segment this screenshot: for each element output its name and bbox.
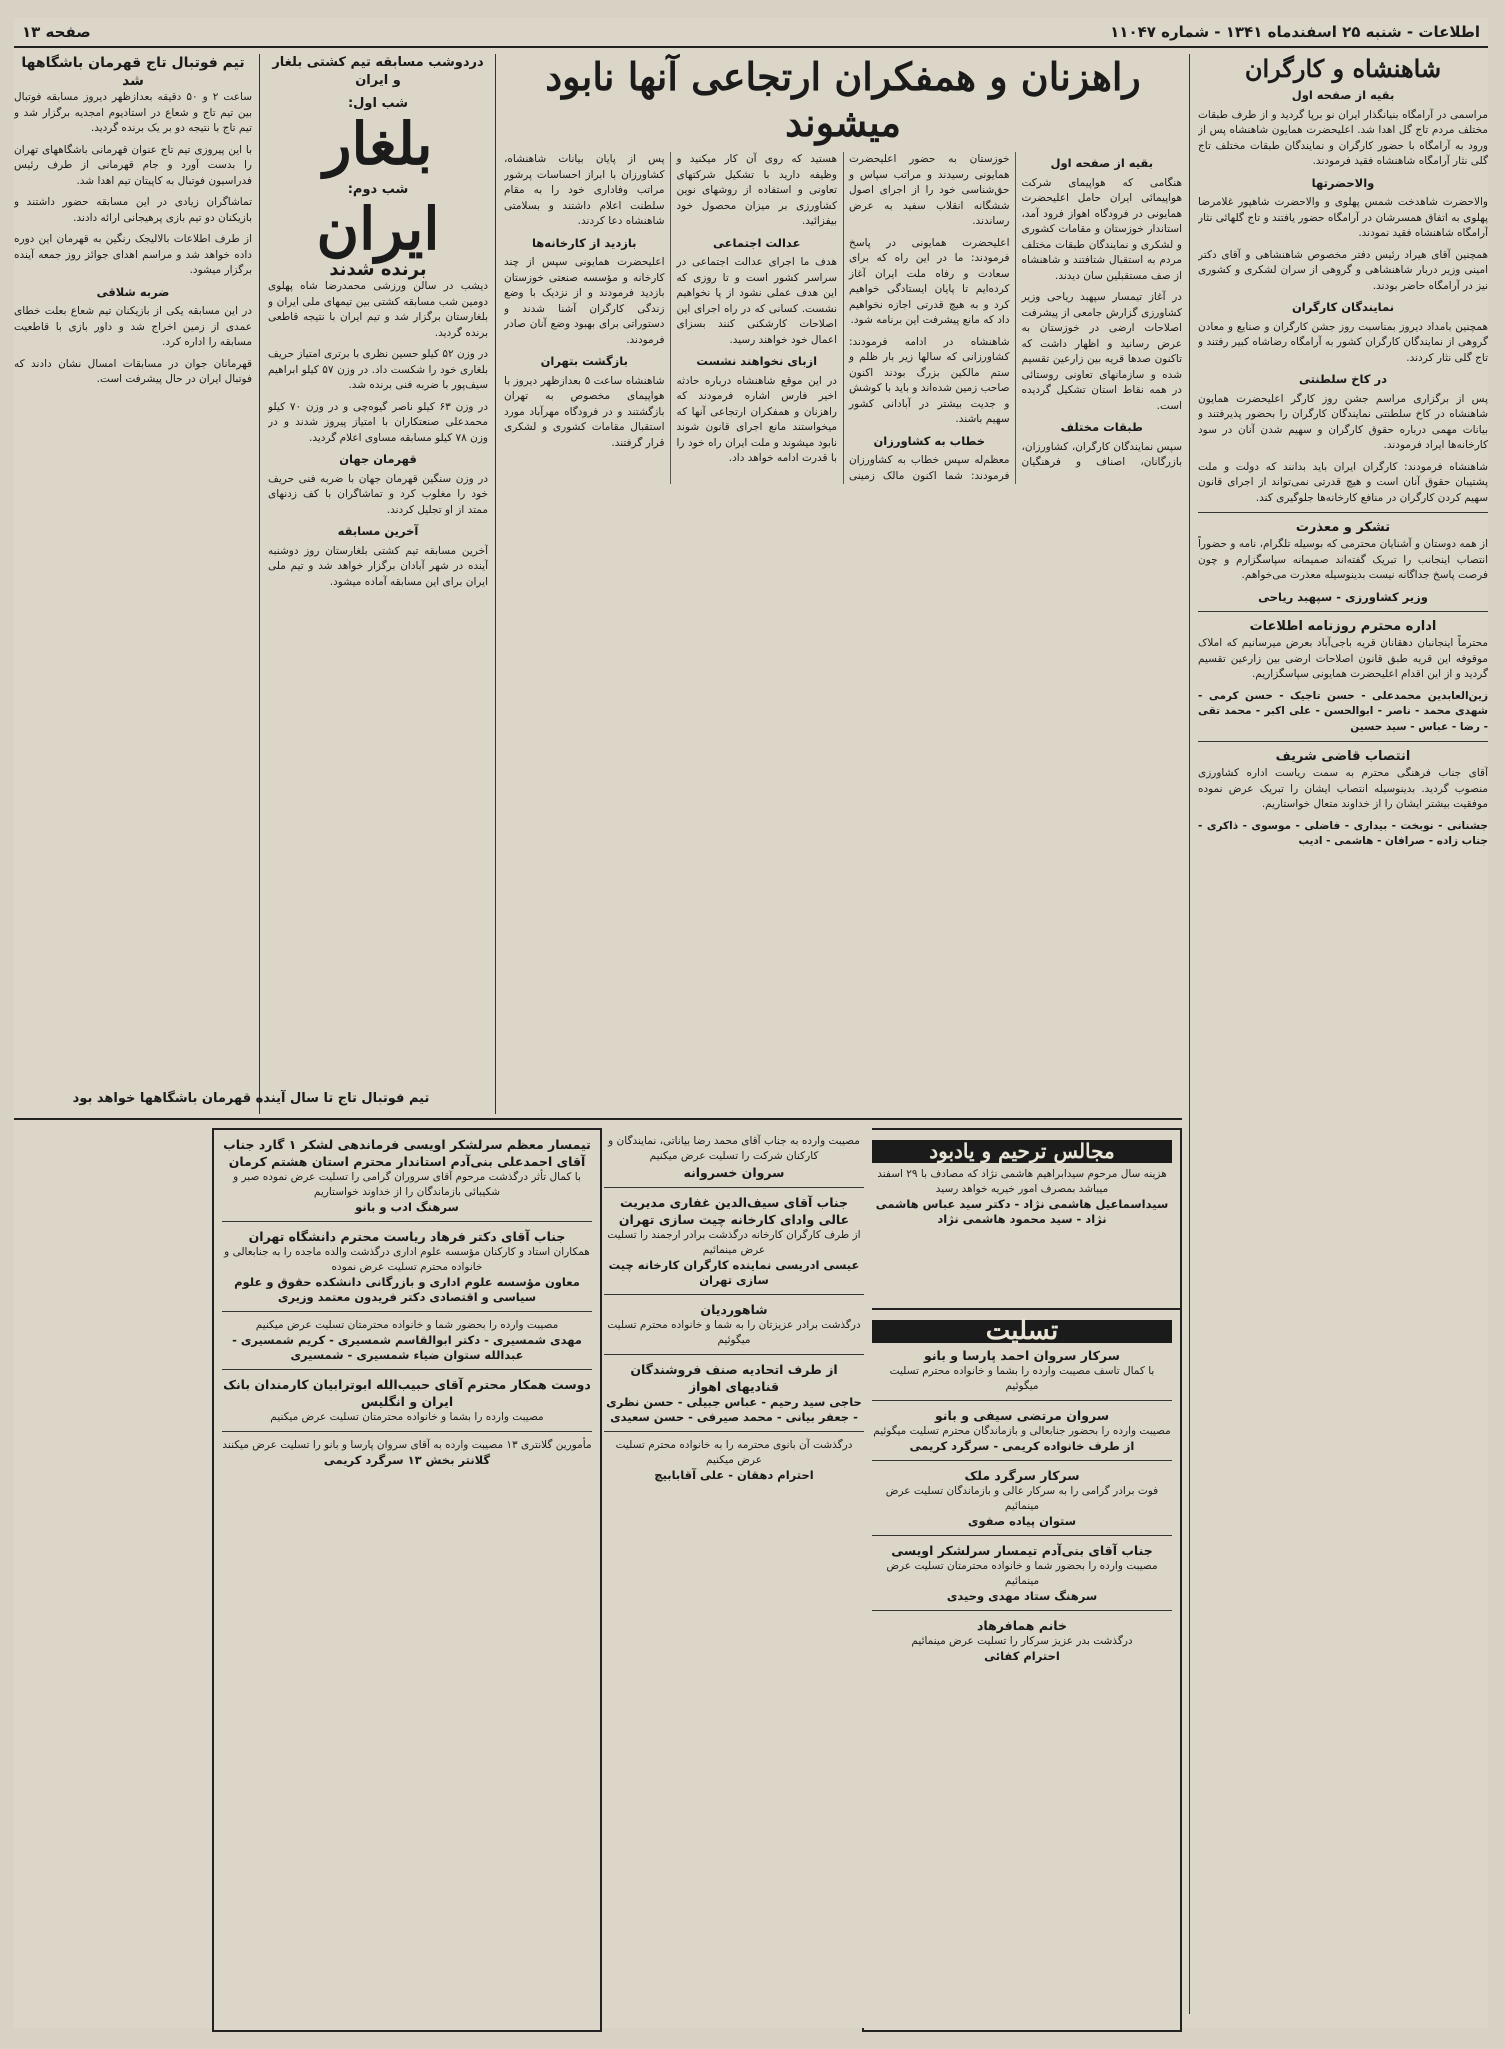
- article-paragraph: دیشب در سالن ورزشی محمدرضا شاه پهلوی دومین شب مسابقه کشتی بین تیمهای ملی ایران و بلغارستان برگزار شد و تیم ایران با نتیجه قاطعی برنده گردید.: [268, 280, 488, 339]
- article-paragraph: در وزن ۶۳ کیلو ناصر گیوه‌چی و در وزن ۷۰ کیلو محمدعلی صنعتکاران با امتیاز پیروز شدند و در وزن ۷۸ کیلو مسابقه مساوی اعلام گردید.: [268, 400, 488, 444]
- night1-team: بلغار: [323, 109, 433, 178]
- article-paragraph: در این مسابقه یکی از بازیکنان تیم شعاع بعلت خطای عمدی از زمین اخراج شد و داور بازی با قاطعیت مسابقه را اداره کرد.: [14, 305, 252, 348]
- notice-agri-body: محترماً اینجانبان دهقانان قریه باجی‌آباد بعرض میرسانیم که املاک موقوفه این قریه طبق قانون اصلاحات ارضی بین زارعین تقسیم گردید و از این اقدام اعلیحضرت همایونی سپاسگزاریم.: [1198, 637, 1488, 680]
- wrestling-night1: [268, 96, 488, 176]
- ad-sign: احترام دهقان - علی آقابابیچ: [654, 1468, 814, 1482]
- ad-body: از طرف کارگران کارخانه درگذشت برادر ارجمند را تسلیت عرض مینمائیم: [607, 1229, 861, 1256]
- condolence-banner: تسلیت: [872, 1320, 1172, 1343]
- article-paragraph: شاهنشاه ساعت ۵ بعدازظهر دیروز با هواپیمای مخصوص به تهران بازگشتند و در فرودگاه مهرآباد مورد استقبال مقامات کشوری و لشکری قرار گرفتند.: [504, 374, 665, 449]
- night1-label: شب اول:: [347, 96, 409, 111]
- subheading: والاحضرتها: [1311, 175, 1375, 190]
- article-paragraph: مراسمی در آرامگاه بنیانگذار ایران نو برپا گردید و از طرف طبقات مختلف مردم تاج گل اهدا شد. اعلیحضرت همایون شاهنشاه پس از ورود به آرامگاه با حضور کارگران و نمایندگان طبقات مختلف تاج گلی نثار آرامگاه شاهنشاه فقید فرمودند.: [1198, 108, 1488, 167]
- ad-names: حاجی سید رحیم - عباس جبیلی - حسن نظری - جعفر بیانی - محمد صیرفی - حسن سعیدی: [606, 1395, 862, 1424]
- notice-agri-names: زین‌العابدین محمدعلی - حسن تاجیک - حسن کرمی - شهدی محمد - ناصر - ابوالحسن - علی اکبر - محمد تقی - رضا - عباس - سید حسین: [1198, 689, 1488, 733]
- wrestling-result: برنده شدند: [329, 259, 427, 280]
- article-paragraph: پس از برگزاری مراسم جشن روز کارگر اعلیحضرت همایون شاهنشاه در کاخ سلطنتی نمایندگان کارگران را بحضور پذیرفتند و بیانات مهمی درباره حقوق کارگران و سهیم شدن آنان در سود کارخانه‌ها ایراد فرمودند.: [1198, 392, 1488, 451]
- notice-appointment-title: انتصاب قاضی شریف: [1275, 749, 1411, 764]
- headline-wrestling: دردوشب مسابقه تیم کشتی بلغار و ایران: [272, 55, 484, 88]
- ad-body: با کمال تأثر درگذشت مرحوم آقای سروران گرامی را تسلیت عرض نموده صبر و شکیبائی بازماندگان را از خداوند خواستاریم: [233, 1171, 581, 1198]
- article-paragraph: از طرف اطلاعات بالالیجک رنگین به قهرمان این دوره داده خواهد شد و مراسم اهدای جوائز روز جمعه آینده برگزار میشود.: [14, 233, 252, 276]
- ad-sign: سرهنگ ستاد مهدی وحیدی: [946, 1589, 1098, 1603]
- ad-workers: [595, 1128, 872, 2028]
- headline-shah-workers: شاهنشاه و کارگران: [1244, 54, 1442, 83]
- article-paragraph: با این پیروزی تیم تاج عنوان قهرمانی باشگاههای تهران را بدست آورد و جام قهرمانی از طرف رئیس فدراسیون فوتبال به کاپیتان تیم اهدا شد.: [14, 143, 252, 187]
- ad-sign: سرهنگ ادب و بانو: [355, 1200, 459, 1214]
- article-paragraph: تماشاگران زیادی در این مسابقه حضور داشتند و بازیکنان دو تیم بازی پرهیجانی ارائه دادند.: [14, 196, 252, 224]
- ad-title: تیمسار معظم سرلشکر اویسی فرماندهی لشکر ۱ گارد جناب آقای احمدعلی بنی‌آدم استاندار محترم استان هشتم کرمان: [223, 1137, 591, 1169]
- notice-agri-title: اداره محترم روزنامه اطلاعات: [1249, 619, 1437, 634]
- headline-football: تیم فوتبال تاج قهرمان باشگاهها شد: [21, 55, 245, 89]
- memorial-banner: مجالس ترحیم و یادبود: [872, 1140, 1172, 1163]
- article-paragraph: در آغاز تیمسار سپهبد ریاحی وزیر کشاورزی گزارش جامعی از پیشرفت اصلاحات ارضی در خوزستان به عرض رسانید و اظهار داشت که تاکنون صدها قریه بین زارعین تقسیم شده و سازمانهای تعاونی روستائی در همه نقاط استان تشکیل گردیده است.: [1021, 291, 1182, 412]
- article-paragraph: اعلیحضرت همایونی در پاسخ فرمودند: ما در این راه که برای سعادت و رفاه ملت ایران آغاز کرده‌ایم تا پایان ایستادگی خواهیم کرد و به هیچ قدرتی اجازه نخواهیم داد که مانع پیشرفت این برنامه شود.: [849, 236, 1010, 326]
- ad-body: درگذشت برادر عزیزتان را به شما و خانواده محترم تسلیت میگوئیم: [607, 1319, 861, 1346]
- notice-thanks-body: از همه دوستان و آشنایان محترمی که بوسیله تلگرام، نامه و حضوراً انتصاب اینجانب را تبریک گفته‌اند صمیمانه سپاسگزارم و چون فرصت پاسخ جداگانه نیست بدینوسیله معذرت می‌خواهم.: [1198, 538, 1488, 581]
- article-paragraph: در وزن ۵۲ کیلو حسین نظری با برتری امتیاز حریف بلغاری خود را شکست داد. در وزن ۵۷ کیلو ابراهیم سیف‌پور با ضربه فنی برنده شد.: [268, 348, 488, 391]
- subheading: ضربه شلاقی: [96, 284, 170, 299]
- wrestling-night2: [268, 182, 488, 262]
- column-lead-article: [504, 54, 1182, 1114]
- memorial-names: سیداسماعیل هاشمی نژاد - دکتر سید عباس هاشمی نژاد - سید محمود هاشمی نژاد: [875, 1197, 1169, 1226]
- article-paragraph: والاحضرت شاهدخت شمس پهلوی و والاحضرت شاهپور غلامرضا پهلوی به اتفاق همسرشان در آرامگاه حضور یافتند و تاج گلهائی نثار آرامگاه شاهنشاه فقید نمودند.: [1198, 196, 1488, 239]
- notice-thanks-title: تشکر و معذرت: [1295, 520, 1391, 535]
- ad-body: درگذشت بدر عزیز سرکار را تسلیت عرض مینمائیم: [911, 1635, 1133, 1647]
- notice-appointment-body: آقای جناب فرهنگی محترم به سمت ریاست اداره کشاورزی منصوب گردید. بدینوسیله انتصاب ایشان را تبریک عرض نموده موفقیت بیشتر ایشان را از خداوند متعال خواستاریم.: [1198, 767, 1488, 810]
- night2-team: ایران: [316, 195, 440, 263]
- subheading: قهرمان جهان: [339, 452, 417, 466]
- ad-sign: معاون مؤسسه علوم اداری و بازرگانی دانشکده حقوق و علوم سیاسی و اقتصادی دکتر فریدون معتمد وزیری: [234, 1275, 580, 1304]
- column-football: [14, 54, 252, 1114]
- ad-title: سرکار سروان احمد پارسا و بانو: [924, 1348, 1120, 1363]
- ad-title: دوست همکار محترم آقای حبیب‌الله ابوترابیان کارمندان بانک ایران و انگلیس: [223, 1377, 591, 1409]
- article-paragraph: شاهنشاه در ادامه فرمودند: کشاورزانی که سالها زیر بار ظلم و ستم مالکین بزرگ بودند اکنون صاحب زمین شده‌اند و باید با کوشش و جدیت بیشتر در آبادانی کشور سهیم باشند.: [849, 335, 1010, 425]
- page-number: صفحه ۱۳: [22, 23, 91, 41]
- article-paragraph: همچنین بامداد دیروز بمناسبت روز جشن کارگران و صنایع و معادن گروهی از نمایندگان کارگران کشور به آرامگاه رضاشاه کبیر رفتند و تاج گلی نثار کردند.: [1198, 320, 1488, 364]
- ad-body: مصیبت وارده را بحضور شما و خانواده محترمتان تسلیت عرض مینمائیم: [886, 1560, 1158, 1587]
- night2-label: شب دوم:: [347, 181, 409, 197]
- continuation-note: بقیه از صفحه اول: [1050, 156, 1154, 170]
- article-paragraph: شاهنشاه فرمودند: کارگران ایران باید بدانند که دولت و ملت پشتیبان حقوق آنان است و هیچ قدرتی نمی‌تواند از اجرای قانون سهیم کردن کارگران در منافع کارخانه‌ها جلوگیری کند.: [1198, 460, 1488, 504]
- page-header: [14, 18, 1488, 48]
- subheading: خطاب به کشاورزان: [873, 433, 986, 448]
- ad-sign: گلانتر بخش ۱۳ سرگرد کریمی: [323, 1453, 491, 1467]
- subheading: طبقات مختلف: [1060, 420, 1143, 434]
- ad-title: خانم همافرهاد: [976, 1618, 1068, 1633]
- subheading: ازبای نخواهند نشست: [696, 354, 818, 368]
- ad-title: سروان خسروانه: [683, 1165, 785, 1180]
- ad-sign: از طرف خانواده کریمی - سرگرد کریمی: [909, 1439, 1135, 1453]
- headline-lead: راهزنان و همفکران ارتجاعی آنها نابود میشوند: [545, 54, 1141, 145]
- subheading: بازدید از کارخانه‌ها: [531, 235, 637, 250]
- ad-body: مصیبت وارده را بشما و خانواده محترمتان تسلیت عرض میکنیم: [270, 1411, 544, 1423]
- column-wrestling: [268, 54, 488, 1114]
- memorial-body: هزینه سال مرحوم سیدابراهیم هاشمی نژاد که مصادف با ۲۹ اسفند میباشد بمصرف امور خیریه خواهد رسید: [877, 1168, 1167, 1195]
- ad-title: جناب آقای سیف‌الدین غفاری مدیریت عالی وادای کارخانه چیت سازی تهران: [618, 1195, 850, 1227]
- ad-sign: ستوان پیاده صفوی: [967, 1514, 1077, 1528]
- column-shah-workers: [1198, 54, 1488, 2014]
- issue-info: اطلاعات - شنبه ۲۵ اسفندماه ۱۳۴۱ - شماره ۱۱۰۴۷: [1110, 23, 1480, 41]
- newspaper-page: [14, 18, 1488, 2028]
- article-paragraph: سپس نمایندگان کارگران، کشاورزان، بازرگانان، اصناف و فرهنگیان خوزستان به حضور اعلیحضرت همایونی رسیدند و مراتب سپاس و حق‌شناسی خود را از اجرای اصول ششگانه انقلاب سفید به عرض رساندند.: [849, 153, 1182, 468]
- article-paragraph: در این موقع شاهنشاه درباره حادثه اخیر فارس اشاره فرمودند که راهزنان و همفکران ارتجاعی آنها که میخواستند مانع اجرای قانون شوند نابود میشوند و ملت ایران راه خود را با قدرت ادامه خواهد داد.: [676, 374, 837, 464]
- ad-title: سروان مرتضی سیفی و بانو: [934, 1408, 1110, 1423]
- ad-title: از طرف اتحادیه صنف فروشندگان قنادیهای اهواز: [630, 1362, 838, 1394]
- article-paragraph: معظم‌له سپس خطاب به کشاورزان فرمودند: شما اکنون مالک زمینی هستید که روی آن کار میکنید و وظیفه دارید با تشکیل شرکتهای تعاونی و استفاده از روشهای نوین کشاورزی بر میزان محصول خود بیفزائید.: [676, 153, 1010, 482]
- article-paragraph: ساعت ۲ و ۵۰ دقیقه بعدازظهر دیروز مسابقه فوتبال بین تیم تاج و شعاع در استادیوم امجدیه برگزار شد و تیم تاج با نتیجه دو بر یک برنده گردید.: [14, 91, 252, 134]
- article-paragraph: در وزن سنگین قهرمان جهان با ضربه فنی حریف خود را مغلوب کرد و تماشاگران با کف زدنهای ممتد از او تجلیل کردند.: [268, 472, 488, 516]
- continuation-note: بقیه از صفحه اول: [1291, 88, 1395, 102]
- ad-body: مصیبت وارده را بحضور شما و خانواده محترمتان تسلیت عرض میکنیم: [255, 1319, 559, 1331]
- ad-title: جناب آقای دکتر فرهاد ریاست محترم دانشگاه تهران: [248, 1229, 566, 1244]
- ad-body: مأمورین گلانتری ۱۳ مصیبت وارده به آقای سروان پارسا و بانو را تسلیت عرض میکنند: [222, 1439, 592, 1451]
- ad-body: همکاران استاد و کارکنان مؤسسه علوم اداری درگذشت والده ماجده را به جنابعالی و خانواده محترم تسلیت عرض نموده: [224, 1246, 590, 1273]
- article-paragraph: هدف ما اجرای عدالت اجتماعی در سراسر کشور است و تا روزی که این هدف عملی نشود از پا نخواهیم نشست. کسانی که در راه اجرای این اصلاحات کارشکنی کنند بسزای اعمال خود خواهند رسید.: [676, 256, 837, 346]
- article-paragraph: پس از پایان بیانات شاهنشاه، کشاورزان با ابراز احساسات پرشور مراتب وفاداری خود را به مقام سلطنت اعلام داشتند و بسلامتی شاهنشاه دعا کردند.: [504, 153, 665, 227]
- subheading: بازگشت بتهران: [540, 354, 628, 368]
- ad-body: مصیبت وارده را بحضور جنابعالی و بازماندگان محترم تسلیت میگوئیم: [873, 1425, 1171, 1437]
- ad-condolence: [862, 1308, 1182, 2032]
- ad-names: مهدی شمسیری - دکتر ابوالقاسم شمسیری - کریم شمسیری - عبدالله ستوان ضیاء شمسیری - شمسیری: [232, 1333, 582, 1362]
- football-banner: [14, 1090, 488, 1114]
- article-paragraph: هنگامی که هواپیمای شرکت هواپیمائی ایران حامل اعلیحضرت همایونی در فرودگاه اهواز فرود آمد، استاندار خوزستان و مقامات کشوری و لشکری و نمایندگان طبقات مختلف مردم به استقبال شتافتند و شاهنشاه از صف مستقبلین سان دیدند.: [1021, 176, 1182, 282]
- ad-body: با کمال تاسف مصیبت وارده را بشما و خانواده محترم تسلیت میگوئیم: [889, 1365, 1155, 1392]
- ad-sign: احترام کفائی: [984, 1649, 1060, 1663]
- article-paragraph: همچنین آقای هیراد رئیس دفتر مخصوص شاهنشاهی و آقای دکتر امینی وزیر دربار شاهنشاهی و گروهی از سران لشکری و کشوری نیز در آرامگاه حاضر بودند.: [1198, 248, 1488, 292]
- subheading: آخرین مسابقه: [337, 524, 419, 538]
- article-paragraph: اعلیحضرت همایونی سپس از چند کارخانه و مؤسسه صنعتی خوزستان بازدید فرمودند و از نزدیک با وضع زندگی کارگران آشنا شدند و دستوراتی برای بهبود وضع آنان صادر فرمودند.: [504, 256, 665, 346]
- notice-appointment-names: جشنانی - نوبخت - بیداری - فاضلی - موسوی - ذاکری - جناب زاده - صرافان - هاشمی - ادیب: [1198, 819, 1488, 847]
- ad-body: درگذشت آن بانوی محترمه را به خانواده محترم تسلیت عرض میکنیم: [615, 1439, 853, 1466]
- ad-memorial: [862, 1128, 1182, 1314]
- article-paragraph: آخرین مسابقه تیم کشتی بلغارستان روز دوشنبه آینده در شهر آبادان برگزار خواهد شد و تیم ملی ایران برای این مسابقه آماده میشود.: [268, 544, 488, 588]
- subheading: در کاخ سلطنتی: [1298, 372, 1388, 386]
- notice-thanks-sign: وزیر کشاورزی - سپهبد ریاحی: [1258, 589, 1428, 604]
- subheading: عدالت اجتماعی: [713, 235, 801, 250]
- ad-body: فوت برادر گرامی را به سرکار عالی و بازماندگان تسلیت عرض مینمائیم: [885, 1485, 1159, 1512]
- ad-body: مصیبت وارده به جناب آقای محمد رضا بیاناتی، نمایندگان و کارکنان شرکت را تسلیت عرض میکنیم: [608, 1135, 860, 1162]
- article-paragraph: قهرمانان جوان در مسابقات امسال نشان دادند که فوتبال ایران در حال پیشرفت است.: [14, 357, 252, 385]
- ad-sign: عیسی ادریسی نماینده کارگران کارخانه چیت سازی تهران: [608, 1258, 860, 1287]
- ad-officers: [212, 1128, 602, 2032]
- subheading: نمایندگان کارگران: [1291, 300, 1395, 314]
- ad-title: شاهوردیان: [700, 1302, 768, 1317]
- football-banner-text: تیم فوتبال تاج تا سال آینده قهرمان باشگاهها خواهد بود: [72, 1091, 430, 1106]
- ad-title: جناب آقای بنی‌آدم تیمسار سرلشکر اویسی: [891, 1543, 1153, 1558]
- ad-title: سرکار سرگرد ملک: [964, 1468, 1080, 1483]
